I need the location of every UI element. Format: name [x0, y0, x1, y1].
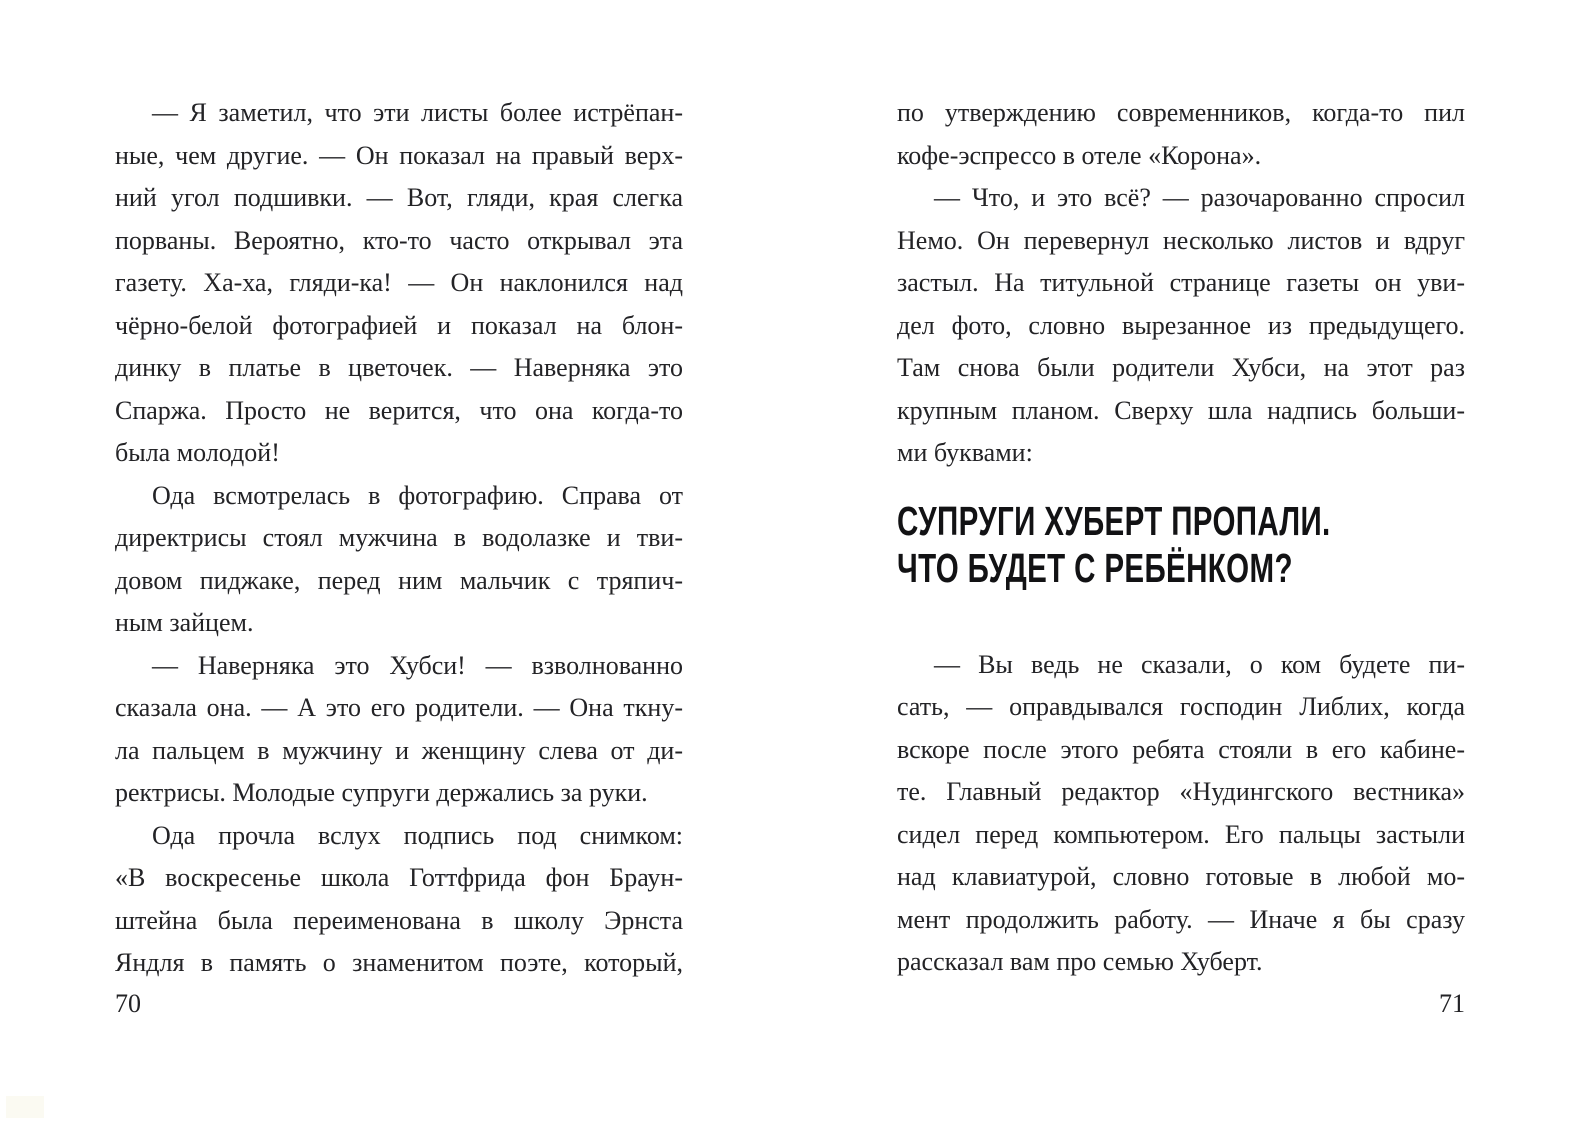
text-line: застыл. На титульной странице газеты он уви- — [897, 268, 1465, 297]
right-page-text — [897, 92, 1465, 984]
text-line: дел фото, словно вырезанное из предыдущего. — [897, 310, 1465, 340]
text-line: вскоре после этого ребята стояли в его кабине- — [897, 734, 1465, 764]
headline-line: ЧТО БУДЕТ С РЕБЁНКОМ? — [897, 544, 1293, 591]
text-line: сать, — оправдывался господин Либлих, когда — [897, 692, 1465, 721]
text-line: Спаржа. Просто не верится, что она когда-то — [115, 395, 683, 425]
text-line: газету. Ха-ха, гляди-ка! — Он наклонился над — [115, 268, 683, 297]
text-line: кофе-эспрессо в отеле «Корона». — [897, 140, 1262, 170]
paragraph — [897, 92, 1465, 177]
paragraph — [897, 644, 1465, 984]
paragraph — [115, 475, 683, 645]
text-line: ми буквами: — [897, 438, 1033, 467]
text-line: крупным планом. Сверху шла надпись больши- — [897, 395, 1465, 425]
text-line: ла пальцем в мужчину и женщину слева от ди- — [115, 735, 683, 765]
text-line: ректрисы. Молодые супруги держались за руки. — [115, 778, 648, 807]
paragraph — [115, 645, 683, 815]
text-line: по утверждению современников, когда-то пил — [897, 98, 1465, 127]
text-line: была молодой! — [115, 438, 280, 467]
text-line: динку в платье в цветочек. — Наверняка это — [115, 353, 683, 382]
text-line: порваны. Вероятно, кто-то часто открывал эта — [115, 225, 683, 255]
text-line: Ода прочла вслух подпись под снимком: — [152, 820, 683, 850]
paragraph — [115, 92, 683, 475]
text-line: сидел перед компьютером. Его пальцы застыли — [897, 819, 1465, 849]
text-line: над клавиатурой, словно готовые в любой мо- — [897, 862, 1465, 891]
text-line: — Наверняка это Хубси! — взволнованно — [152, 650, 683, 680]
text-line: штейна была переименована в школу Эрнста — [115, 905, 683, 935]
text-line: те. Главный редактор «Нудингского вестника» — [897, 777, 1465, 806]
page-number-right: 71 — [1439, 989, 1465, 1018]
text-line: мент продолжить работу. — Иначе я бы сразу — [897, 904, 1465, 934]
text-line: — Я заметил, что эти листы более истрёпан- — [152, 98, 683, 127]
text-line: ний угол подшивки. — Вот, гляди, края слегка — [115, 183, 683, 212]
text-line: Там снова были родители Хубси, на этот раз — [897, 353, 1465, 382]
text-line: директрисы стоял мужчина в водолазке и тви- — [115, 523, 683, 552]
text-line: — Вы ведь не сказали, о ком будете пи- — [934, 649, 1465, 679]
paragraph — [897, 177, 1465, 475]
left-page-text — [115, 92, 683, 985]
headline-line: СУПРУГИ ХУБЕРТ ПРОПАЛИ. — [897, 497, 1331, 544]
text-line: ным зайцем. — [115, 608, 254, 637]
newspaper-headline — [897, 498, 1465, 592]
text-line: — Что, и это всё? — разочарованно спросил — [934, 183, 1465, 212]
scan-artifact — [6, 1096, 44, 1118]
text-line: «В воскресенье школа Готтфрида фон Браун- — [115, 863, 683, 892]
text-line: чёрно-белой фотографией и показал на блон- — [115, 310, 683, 340]
text-line: сказала она. — А это его родители. — Она ткну- — [115, 693, 683, 722]
text-line: Немо. Он перевернул несколько листов и вдруг — [897, 225, 1465, 255]
text-line: Яндля в память о знаменитом поэте, который, — [115, 948, 683, 977]
page-number-left: 70 — [115, 989, 141, 1018]
text-line: рассказал вам про семью Хуберт. — [897, 947, 1263, 976]
paragraph — [115, 815, 683, 985]
text-line: довом пиджаке, перед ним мальчик с тряпич- — [115, 565, 683, 595]
text-line: Ода всмотрелась в фотографию. Справа от — [152, 480, 683, 510]
text-line: ные, чем другие. — Он показал на правый верх- — [115, 140, 683, 170]
